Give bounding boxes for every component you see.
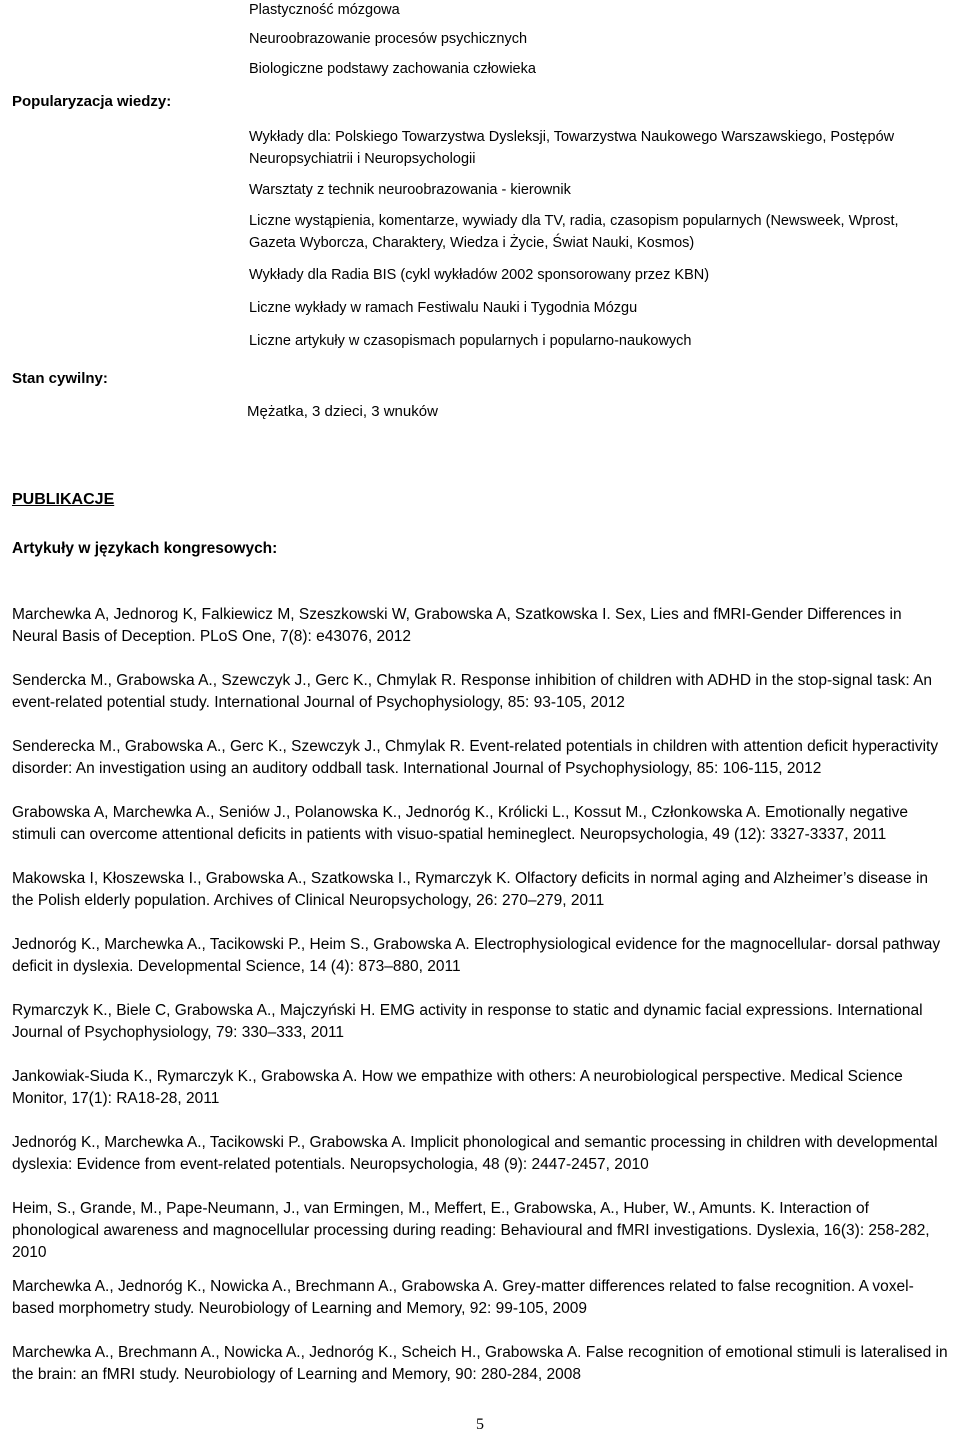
research-topic: Plastyczność mózgowa [249, 2, 400, 18]
publication-item: Makowska I, Kłoszewska I., Grabowska A., Szatkowska I., Rymarczyk K. Olfactory deficits in normal aging and Alzheimer’s disease in the Polish elderly population. Archives of Clinical Neuropsychology, 26: 270–279, 2011 [12, 870, 929, 909]
publication-item: Marchewka A., Brechmann A., Nowicka A., Jednoróg K., Scheich H., Grabowska A. False recognition of emotional stimuli is lateralised in the brain: an fMRI study. Neurobiology of Learning and Memory, 90: 280-284, 2008 [12, 1344, 948, 1383]
publication-item: Sendercka M., Grabowska A., Szewczyk J., Gerc K., Chmylak R. Response inhibition of children with ADHD in the stop-signal task: An event-related potential study. International Journal of Psychophysiology, 85: 93-105, 2012 [12, 672, 933, 711]
publication-item: Jednoróg K., Marchewka A., Tacikowski P., Grabowska A. Implicit phonological and semantic processing in children with developmental dyslexia: Evidence from event-related potentials. Neuropsychologia, 48 (9): 2447-2457, 2010 [12, 1134, 938, 1173]
popularization-item: Liczne wystąpienia, komentarze, wywiady dla TV, radia, czasopism popularnych (Newsweek, Wprost, Gazeta Wyborcza, Charaktery, Wiedza i Życie, Świat Nauki, Kosmos) [249, 213, 899, 251]
publication-item: Marchewka A., Jednoróg K., Nowicka A., Brechmann A., Grabowska A. Grey-matter differences related to false recognition. A voxel-based morphometry study. Neurobiology of Learning and Memory, 92: 99-105, 2009 [12, 1278, 914, 1317]
publication-item: Rymarczyk K., Biele C, Grabowska A., Majczyński H. EMG activity in response to static and dynamic facial expressions. International Journal of Psychophysiology, 79: 330–333, 2011 [12, 1002, 923, 1041]
publication-item: Jednoróg K., Marchewka A., Tacikowski P., Heim S., Grabowska A. Electrophysiological evidence for the magnocellular- dorsal pathway deficit in dyslexia. Developmental Science, 14 (4): 873–880, 2011 [12, 936, 941, 975]
popularization-list [249, 126, 949, 352]
civil-status-label: Stan cywilny: [12, 370, 108, 387]
page-number: 5 [476, 1416, 484, 1433]
publication-item: Marchewka A, Jednorog K, Falkiewicz M, Szeszkowski W, Grabowska A, Szatkowska I. Sex, Lies and fMRI-Gender Differences in Neural Basis of Deception. PLoS One, 7(8): e43076, 2012 [12, 606, 902, 645]
popularization-item: Wykłady dla Radia BIS (cykl wykładów 2002 sponsorowany przez KBN) [249, 267, 710, 283]
publications-subtitle: Artykuły w językach kongresowych: [12, 540, 278, 557]
publication-list [12, 604, 950, 1386]
publication-item: Jankowiak-Siuda K., Rymarczyk K., Grabowska A. How we empathize with others: A neurobiological perspective. Medical Science Monitor, 17(1): RA18-28, 2011 [12, 1068, 903, 1107]
publication-item: Senderecka M., Grabowska A., Gerc K., Szewczyk J., Chmylak R. Event-related potentials in children with attention deficit hyperactivity disorder: An investigation using an auditory oddball task. International Journal of Psychophysiology, 85: 106-115, 2012 [12, 738, 939, 777]
civil-status-value: Mężatka, 3 dzieci, 3 wnuków [247, 403, 438, 420]
research-topic: Neuroobrazowanie procesów psychicznych [249, 31, 528, 47]
popularization-label: Popularyzacja wiedzy: [12, 93, 172, 110]
popularization-item: Warsztaty z technik neuroobrazowania - kierownik [249, 182, 571, 198]
popularization-item: Wykłady dla: Polskiego Towarzystwa Dysleksji, Towarzystwa Naukowego Warszawskiego, Postępów Neuropsychiatrii i Neuropsychologii [249, 129, 895, 167]
publication-item: Grabowska A, Marchewka A., Seniów J., Polanowska K., Jednoróg K., Królicki L., Kossut M., Członkowska A. Emotionally negative stimuli can overcome attentional deficits in patients with visuo-spatial hemineglect. Neuropsychologia, 49 (12): 3327-3337, 2011 [12, 804, 908, 843]
popularization-item: Liczne artykuły w czasopismach popularnych i popularno-naukowych [249, 333, 692, 349]
research-topic: Biologiczne podstawy zachowania człowieka [249, 61, 536, 77]
popularization-item: Liczne wykłady w ramach Festiwalu Nauki i Tygodnia Mózgu [249, 300, 638, 316]
publication-item: Heim, S., Grande, M., Pape-Neumann, J., van Ermingen, M., Meffert, E., Grabowska, A., Huber, W., Amunts. K. Interaction of phonological awareness and magnocellular processing during reading: Behavioural and fMRI investigations. Dyslexia, 16(3): 258-282, 2010 [12, 1200, 930, 1261]
publications-title: PUBLIKACJE [12, 491, 115, 508]
